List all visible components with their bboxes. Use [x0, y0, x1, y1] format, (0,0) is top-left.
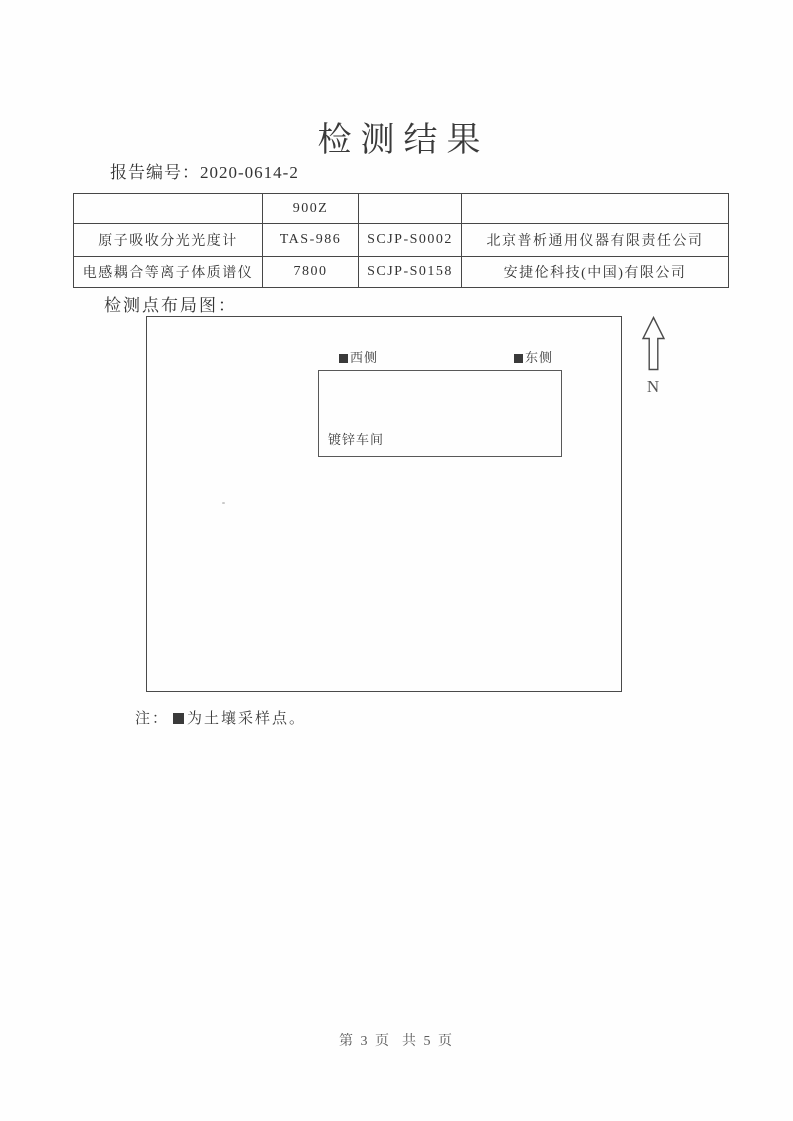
- sampling-point-west-label: 西侧: [350, 350, 379, 365]
- page-footer: 第 3 页 共 5 页: [339, 1034, 454, 1049]
- cell-instrument-name: 原子吸收分光光度计: [74, 224, 263, 257]
- sampling-point-icon: [173, 713, 184, 724]
- table-row: [74, 224, 729, 257]
- workshop-box: [318, 370, 562, 457]
- section-heading-layout-diagram: 检测点布局图：: [104, 296, 237, 315]
- north-indicator: [639, 316, 667, 397]
- sampling-point-icon: [514, 354, 523, 363]
- cell-model: TAS-986: [263, 224, 359, 257]
- table-row: [74, 257, 729, 288]
- workshop-label: 镀锌车间: [328, 432, 385, 447]
- north-arrow-icon: [641, 316, 666, 372]
- cell-code: [359, 194, 462, 224]
- north-label: N: [646, 377, 660, 396]
- table-row: [74, 194, 729, 224]
- cell-code: SCJP-S0158: [359, 257, 462, 288]
- cell-manufacturer: 北京普析通用仪器有限责任公司: [462, 224, 729, 257]
- cell-instrument-name: [74, 194, 263, 224]
- note: [135, 707, 306, 728]
- note-text: 为土壤采样点。: [187, 711, 307, 727]
- scan-speck: [222, 502, 225, 504]
- cell-code: SCJP-S0002: [359, 224, 462, 257]
- sampling-point-east: [514, 351, 553, 365]
- cell-model: 7800: [263, 257, 359, 288]
- report-number: 报告编号：2020-0614-2: [110, 163, 299, 182]
- instrument-table: [73, 193, 729, 288]
- page-title: 检测结果: [317, 122, 490, 159]
- cell-instrument-name: 电感耦合等离子体质谱仪: [74, 257, 263, 288]
- sampling-point-icon: [339, 354, 348, 363]
- sampling-point-east-label: 东侧: [525, 350, 554, 365]
- sampling-point-west: [339, 351, 378, 365]
- cell-manufacturer: [462, 194, 729, 224]
- cell-model: 900Z: [263, 194, 359, 224]
- note-prefix: 注：: [135, 711, 170, 727]
- cell-manufacturer: 安捷伦科技(中国)有限公司: [462, 257, 729, 288]
